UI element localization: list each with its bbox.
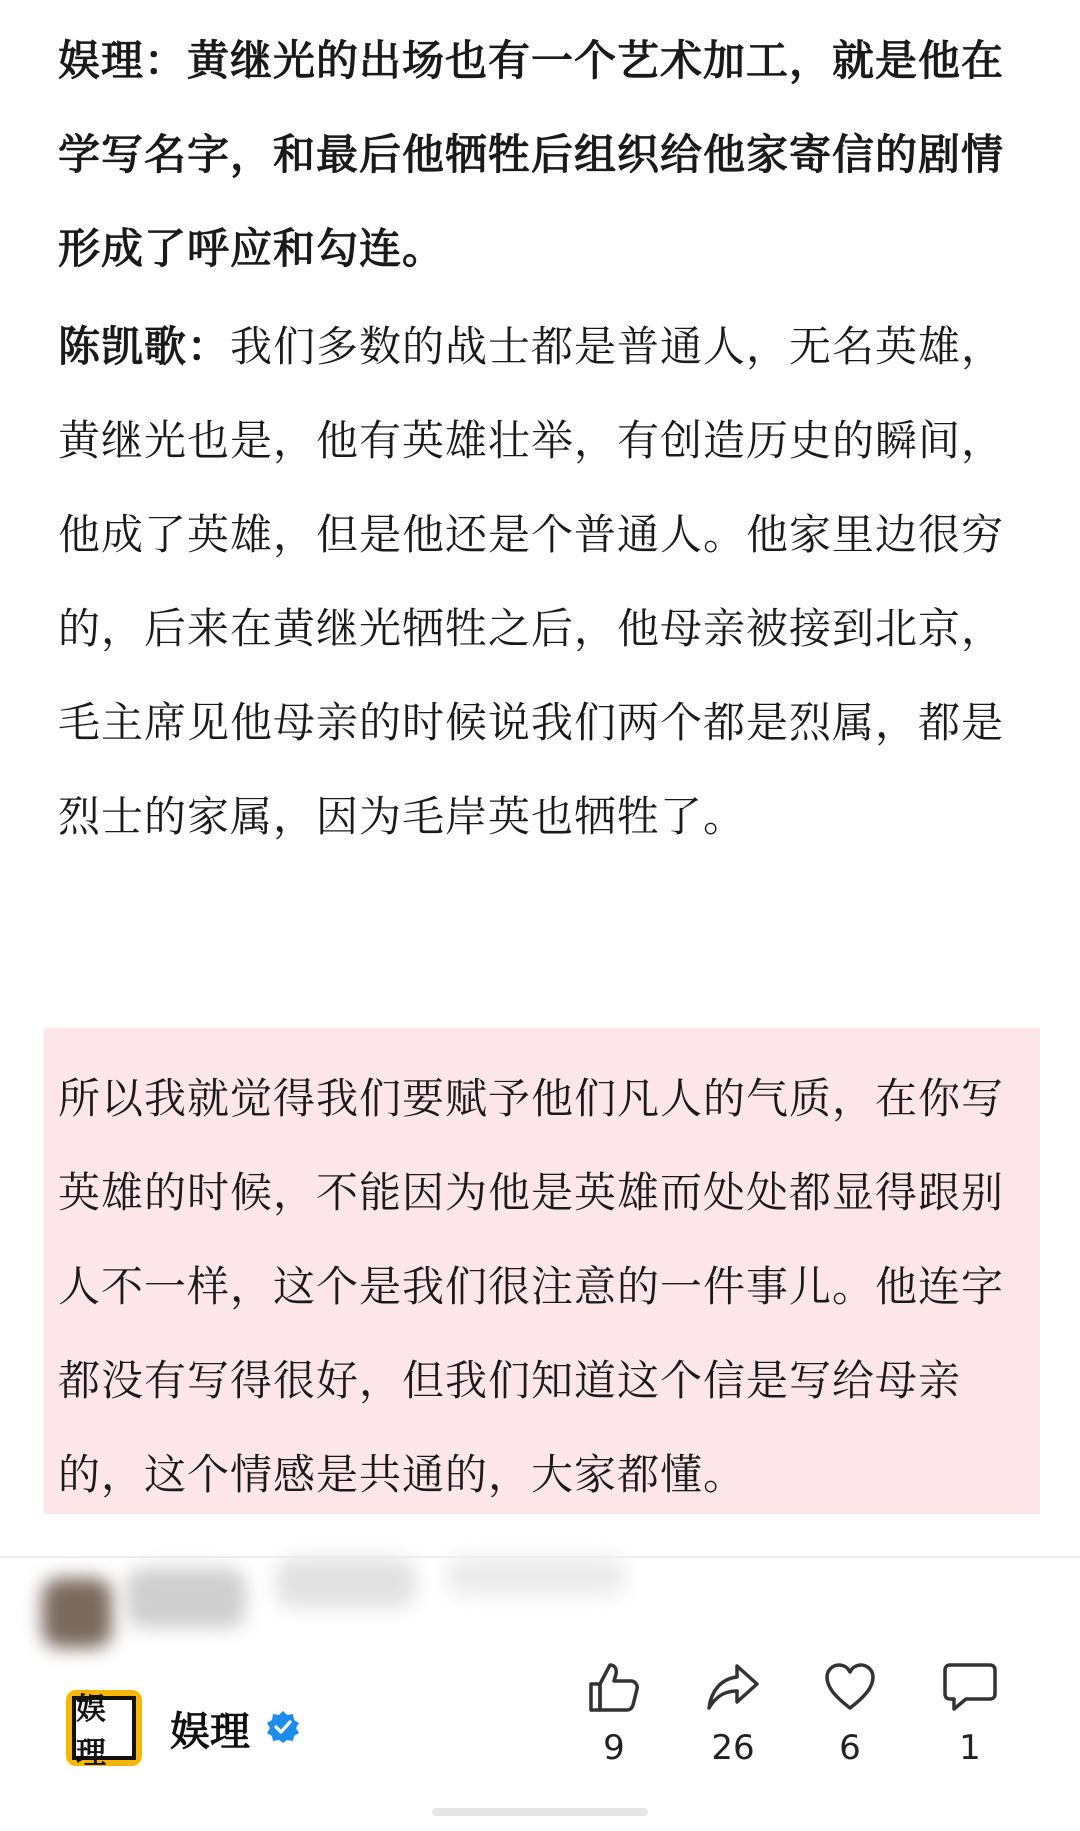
highlighted-quote-text: 所以我就觉得我们要赋予他们凡人的气质，在你写英雄的时候，不能因为他是英雄而处处都显得跟别人不一样，这个是我们很注意的一件事儿。他连字都没有写得很好，但我们知道这个信是写给母亲的，这个情感是共通的，大家都懂。 <box>58 1074 1005 1499</box>
heart-icon <box>823 1660 877 1714</box>
blurred-thumbnail <box>276 1558 416 1608</box>
speaker-label: 娱理： <box>58 36 188 85</box>
favorite-count: 6 <box>839 1728 861 1768</box>
paragraph-text: 我们多数的战士都是普通人，无名英雄，黄继光也是，他有英雄壮举，有创造历史的瞬间，他成了英雄，但是他还是个普通人。他家里边很穷的，后来在黄继光牺牲之后，他母亲被接到北京，毛主席见他母亲的时候说我们两个都是烈属，都是烈士的家属，因为毛岸英也牺牲了。 <box>58 322 1005 841</box>
share-count: 26 <box>711 1728 755 1768</box>
author-logo-mark: 娱理 <box>72 1696 136 1760</box>
blurred-thumbnails <box>36 1548 656 1658</box>
comment-bubble-icon <box>942 1660 998 1714</box>
paragraph-director <box>58 300 1018 864</box>
blurred-thumbnail <box>126 1568 246 1628</box>
blurred-thumbnail <box>42 1578 112 1648</box>
like-button[interactable] <box>564 1660 664 1768</box>
comment-count: 1 <box>959 1728 981 1768</box>
thumbs-up-icon <box>587 1660 641 1714</box>
blurred-thumbnail <box>446 1556 626 1596</box>
comment-button[interactable] <box>920 1660 1020 1768</box>
verified-badge-icon <box>266 1710 300 1744</box>
post-footer <box>0 1660 1080 1831</box>
like-count: 9 <box>603 1728 625 1768</box>
author-name[interactable]: 娱理 <box>170 1709 250 1755</box>
author-avatar[interactable] <box>66 1690 142 1771</box>
speaker-label: 陈凯歌： <box>58 322 231 371</box>
share-arrow-icon <box>705 1660 761 1714</box>
favorite-button[interactable] <box>800 1660 900 1768</box>
share-button[interactable] <box>683 1660 783 1768</box>
home-indicator[interactable] <box>432 1808 648 1816</box>
paragraph-text: 黄继光的出场也有一个艺术加工，就是他在学写名字，和最后他牺牲后组织给他家寄信的剧情形成了呼应和勾连。 <box>58 36 1005 273</box>
paragraph-interviewer <box>58 14 1018 296</box>
